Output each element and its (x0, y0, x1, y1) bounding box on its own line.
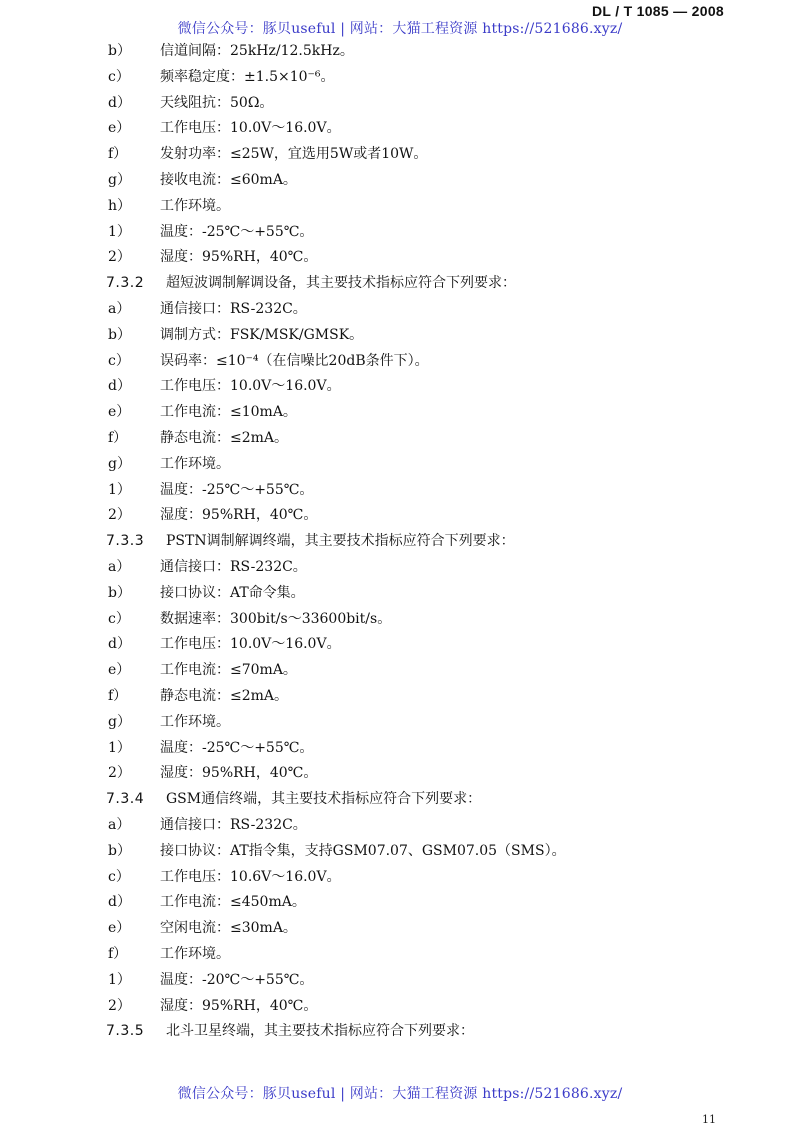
list-item (108, 555, 307, 579)
list-item-label: f） (108, 688, 128, 704)
list-item-text: 工作电压：10.6V～16.0V。 (160, 868, 341, 885)
list-item (108, 374, 341, 398)
section-title: 超短波调制解调设备，其主要技术指标应符合下列要求： (166, 275, 516, 292)
list-item-label: c） (108, 352, 130, 369)
list-item-label: f） (108, 430, 128, 446)
section-heading (106, 787, 481, 811)
list-item (108, 581, 305, 605)
list-item (108, 452, 230, 476)
list-item-text: 发射功率：≤25W，宜选用5W或者10W。 (160, 146, 428, 163)
list-item-label: b） (108, 326, 131, 343)
list-item-text: 湿度：95%RH，40℃。 (160, 997, 318, 1014)
list-item-label: 2） (108, 765, 131, 782)
list-item (108, 916, 297, 940)
list-item-text: 通信接口：RS-232C。 (160, 559, 307, 575)
list-item-label: g） (108, 713, 131, 730)
watermark-top: 微信公众号：豚贝useful | 网站：大猫工程资源 https://521686.xyz/ (177, 21, 623, 37)
list-item-text: 工作电流：≤10mA。 (160, 404, 297, 421)
list-item-label: e） (108, 920, 131, 937)
list-item (108, 865, 341, 889)
list-item (108, 65, 335, 89)
list-item-text: 湿度：95%RH，40℃。 (160, 507, 318, 524)
list-item-text: 温度：-25℃～+55℃。 (160, 481, 314, 498)
list-item-label: 1） (108, 481, 131, 498)
list-item-text: 接收电流：≤60mA。 (160, 172, 297, 188)
list-item (108, 39, 354, 63)
list-item (108, 142, 427, 166)
section-title: PSTN调制解调终端，其主要技术指标应符合下列要求： (166, 533, 515, 550)
list-item-label: 1） (108, 223, 131, 240)
list-item-label: g） (108, 172, 131, 188)
list-item-label: h） (108, 197, 132, 214)
list-item (108, 91, 273, 115)
list-item-label: a） (108, 559, 131, 575)
list-item-label: 1） (108, 971, 131, 988)
list-item-text: 工作电流：≤450mA。 (160, 894, 306, 911)
list-item (108, 813, 307, 837)
section-number: 7.3.3 (106, 533, 145, 550)
list-item-text: 接口协议：AT命令集。 (160, 584, 305, 601)
list-item (108, 245, 317, 269)
list-item-text: 工作环境。 (160, 455, 230, 472)
list-item-text: 天线阻抗：50Ω。 (160, 94, 274, 111)
list-item (108, 194, 230, 218)
list-item (108, 710, 230, 734)
list-item-text: 工作电压：10.0V～16.0V。 (160, 120, 341, 137)
list-item (108, 632, 341, 656)
list-item-label: e） (108, 120, 131, 137)
list-item-text: 工作电流：≤70mA。 (160, 662, 297, 679)
list-item-text: 误码率：≤10⁻⁴（在信噪比20dB条件下）。 (160, 352, 429, 369)
list-item-text: 工作电压：10.0V～16.0V。 (160, 378, 341, 395)
list-item (108, 478, 313, 502)
list-item (108, 349, 429, 373)
list-item (108, 168, 297, 192)
list-item-label: b） (108, 584, 131, 601)
list-item (108, 761, 317, 785)
watermark-bottom: 微信公众号：豚贝useful | 网站：大猫工程资源 https://521686.xyz/ (177, 1086, 623, 1102)
list-item (108, 323, 363, 347)
list-item-label: d） (108, 378, 131, 395)
list-item (108, 684, 288, 708)
list-item (108, 968, 313, 992)
section-number: 7.3.2 (106, 275, 145, 292)
list-item (108, 220, 313, 244)
list-item-text: 静态电流：≤2mA。 (160, 688, 289, 704)
list-item-text: 频率稳定度：±1.5×10⁻⁶。 (160, 68, 335, 85)
list-item-label: a） (108, 817, 131, 833)
list-item-text: 信道间隔：25kHz/12.5kHz。 (160, 43, 354, 59)
list-item-text: 温度：-25℃～+55℃。 (160, 739, 314, 756)
list-item-label: c） (108, 868, 130, 885)
list-item-label: a） (108, 301, 131, 317)
list-item-text: 静态电流：≤2mA。 (160, 430, 289, 446)
list-item-text: 湿度：95%RH，40℃。 (160, 249, 318, 266)
list-item-text: 湿度：95%RH，40℃。 (160, 765, 318, 782)
section-heading (106, 529, 515, 553)
list-item-label: f） (108, 946, 128, 962)
list-item-text: 工作环境。 (160, 197, 230, 214)
list-item-text: 工作环境。 (160, 713, 230, 730)
list-item-text: 通信接口：RS-232C。 (160, 817, 307, 833)
section-heading (106, 271, 516, 295)
list-item (108, 994, 317, 1018)
list-item (108, 116, 341, 140)
list-item-text: 工作环境。 (160, 946, 230, 962)
list-item-text: 接口协议：AT指令集，支持GSM07.07、GSM07.05（SMS）。 (160, 842, 566, 859)
section-number: 7.3.4 (106, 791, 145, 808)
list-item-label: d） (108, 94, 131, 111)
list-item-label: d） (108, 636, 131, 653)
list-item-label: 2） (108, 249, 131, 266)
list-item-label: c） (108, 68, 130, 85)
list-item-label: d） (108, 894, 131, 911)
standard-number: DL / T 1085 — 2008 (592, 3, 724, 19)
list-item-label: b） (108, 842, 131, 859)
list-item-text: 工作电压：10.0V～16.0V。 (160, 636, 341, 653)
list-item-label: 2） (108, 997, 131, 1014)
list-item-text: 调制方式：FSK/MSK/GMSK。 (160, 326, 364, 343)
list-item-label: c） (108, 610, 130, 627)
list-item (108, 426, 288, 450)
section-number: 7.3.5 (106, 1023, 145, 1040)
list-item (108, 736, 313, 760)
list-item (108, 658, 297, 682)
list-item-label: e） (108, 404, 131, 421)
list-item (108, 400, 297, 424)
list-item-label: e） (108, 662, 131, 679)
list-item-label: b） (108, 43, 131, 59)
list-item-label: f） (108, 146, 128, 163)
list-item (108, 890, 306, 914)
list-item-text: 温度：-25℃～+55℃。 (160, 223, 314, 240)
list-item-label: 1） (108, 739, 131, 756)
section-heading (106, 1019, 474, 1043)
list-item (108, 503, 317, 527)
list-item (108, 607, 391, 631)
page-number: 11 (702, 1113, 716, 1126)
section-title: GSM通信终端，其主要技术指标应符合下列要求： (166, 791, 482, 808)
list-item (108, 297, 307, 321)
list-item-label: g） (108, 455, 131, 472)
list-item-label: 2） (108, 507, 131, 524)
section-title: 北斗卫星终端，其主要技术指标应符合下列要求： (166, 1023, 474, 1040)
list-item-text: 通信接口：RS-232C。 (160, 301, 307, 317)
list-item-text: 温度：-20℃～+55℃。 (160, 971, 314, 988)
list-item (108, 839, 566, 863)
list-item-text: 数据速率：300bit/s～33600bit/s。 (160, 610, 392, 627)
list-item-text: 空闲电流：≤30mA。 (160, 920, 297, 937)
list-item (108, 942, 230, 966)
